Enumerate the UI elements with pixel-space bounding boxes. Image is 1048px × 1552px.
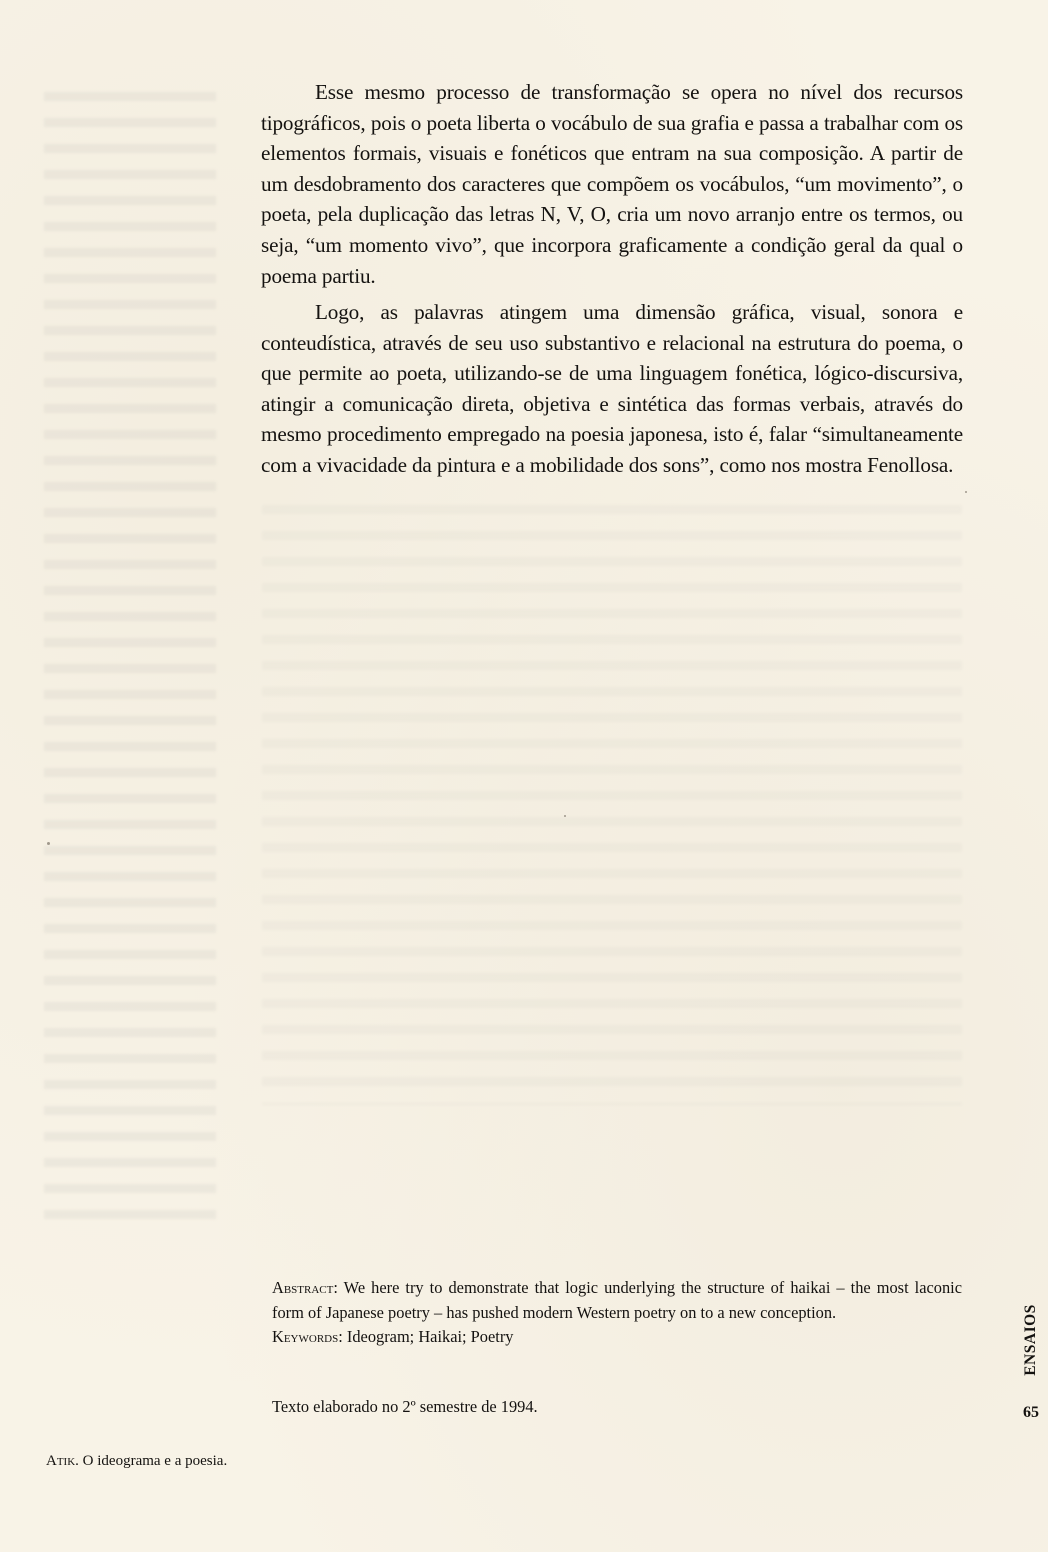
section-label-text: ENSAIOS	[1022, 1304, 1039, 1376]
paragraph-text: Esse mesmo processo de transformação se opera no nível dos recursos tipográficos, pois o poeta liberta o vocábulo de sua grafia e passa a trabalhar com os elementos formais, visuais e fonéticos que entram na sua composição. A partir de um desdobramento dos caracteres que compõem os vocábulos, “um movimento”, o poeta, pela duplicação das letras N, V, O, cria um novo arranjo entre os termos, ou seja, “um momento vivo”, que incorpora graficamente a condição geral da qual o poema partiu.	[261, 80, 963, 288]
paper-speck	[47, 842, 50, 845]
footer-author: Atik	[46, 1453, 76, 1469]
bleed-through-texture	[262, 505, 962, 1105]
abstract-block	[272, 1276, 962, 1350]
body-paragraph	[261, 297, 963, 481]
page-number: 65	[1023, 1404, 1039, 1421]
paper-speck	[965, 491, 967, 493]
bleed-through-texture	[44, 92, 216, 1222]
body-paragraph	[261, 77, 963, 291]
keywords-paragraph	[272, 1325, 962, 1350]
abstract-label: Abstract	[272, 1278, 334, 1297]
keywords-text: : Ideogram; Haikai; Poetry	[338, 1327, 514, 1347]
abstract-paragraph	[272, 1276, 962, 1325]
footer-title: . O ideograma e a poesia.	[75, 1453, 228, 1469]
keywords-label: Keywords	[272, 1327, 339, 1347]
section-label	[1021, 1290, 1041, 1390]
paragraph-text: Logo, as palavras atingem uma dimensão gráfica, visual, sonora e conteudística, através de seu uso substantivo e relacional na estrutura do poema, o que permite ao poeta, utilizando-se de uma linguagem fonética, lógico-discursiva, atingir a comunicação direta, objetiva e sintética das formas verbais, através do mesmo procedimento empregado na poesia japonesa, isto é, falar “simultaneamente com a vivacidade da pintura e a mobilidade dos sons”, como nos mostra Fenollosa.	[261, 300, 963, 477]
date-note: Texto elaborado no 2º semestre de 1994.	[272, 1397, 538, 1416]
running-footer	[46, 1451, 227, 1471]
abstract-text: : We here try to demonstrate that logic underlying the structure of haikai – the most laconic form of Japanese poetry – has pushed modern Western poetry on to a new conception.	[272, 1278, 962, 1322]
paper-speck	[564, 815, 566, 817]
